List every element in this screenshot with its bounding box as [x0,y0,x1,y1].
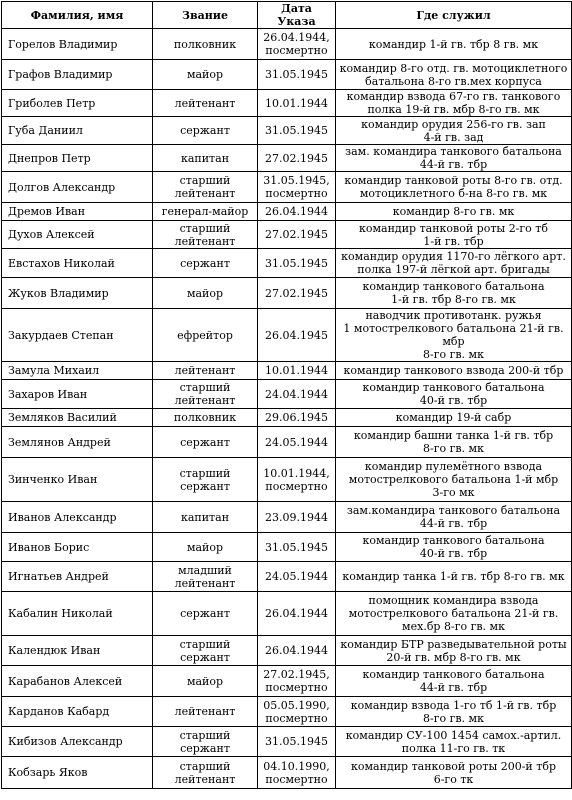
cell-rank [153,533,258,562]
cell-date [258,249,336,278]
cell-date-line: 27.02.1945 [265,151,328,165]
cell-rank-line: старший [179,728,231,742]
cell-name: Иванов Борис [2,533,153,562]
table-row [2,203,572,221]
cell-place [336,60,572,90]
cell-rank-line: сержант [180,607,230,620]
cell-place-line: мех.бр 8-го гв. мк [402,620,505,633]
header-place: Где служил [336,2,572,29]
table-row [2,90,572,117]
cell-place-line: командир орудия 1170-го лёгкого арт. [341,250,566,263]
cell-rank-line: сержант [180,435,230,449]
cell-name: Кабалин Николай [2,592,153,636]
cell-date-line: 27.02.1945, [263,668,330,681]
cell-place-line: наводчик противотанк. ружья [365,309,542,322]
header-row [2,2,572,29]
cell-date-line: 24.04.1944 [265,387,328,401]
cell-date [258,278,336,309]
cell-name: Захаров Иван [2,380,153,409]
cell-rank-line: лейтенант [174,364,236,377]
cell-place-line: полка 11-го гв. тк [401,741,506,755]
cell-date-line: 27.02.1945 [265,228,328,241]
cell-name: Графов Владимир [2,60,153,90]
cell-date [258,309,336,362]
cell-date [258,502,336,533]
table-row [2,502,572,533]
cell-rank-line: старший [179,174,231,187]
cell-rank [153,380,258,409]
cell-name: Кибизов Александр [2,727,153,757]
table-row [2,533,572,562]
cell-place-line: мотострелкового батальона 1-й мбр [348,473,559,486]
cell-place-line: полка 19-й гв. мбр 8-го гв. мк [367,103,540,116]
cell-date-line: 04.10.1990, [263,759,330,773]
cell-name: Закурдаев Степан [2,309,153,362]
cell-place [336,592,572,636]
cell-rank [153,117,258,145]
cell-name: Горелов Владимир [2,29,153,60]
cell-date-line: 26.04.1944, [263,31,330,44]
cell-place-line: 3-го мк [432,486,475,499]
cell-date-line: посмертно [265,772,328,786]
cell-place [336,249,572,278]
cell-name: Зинченко Иван [2,458,153,502]
cell-place-line: командир 8-го отд. гв. мотоциклетного [339,61,568,75]
cell-rank [153,592,258,636]
table-row [2,278,572,309]
cell-date-line: посмертно [265,479,328,493]
cell-place-line: командир 1-й гв. тбр 8 гв. мк [368,37,539,51]
cell-date [258,203,336,221]
cell-place-line: зам. командира танкового батальона [345,145,562,158]
cell-date-line: 10.01.1944 [265,96,328,110]
cell-rank [153,636,258,666]
cell-rank-line: сержант [180,650,230,664]
cell-rank [153,309,258,362]
cell-date [258,380,336,409]
cell-name: Евстахов Николай [2,249,153,278]
cell-rank [153,666,258,697]
cell-rank-line: младший [178,563,232,577]
cell-place-line: мотострелкового батальона 21-й гв. [348,607,559,620]
cell-rank-line: сержант [180,256,230,270]
cell-rank [153,249,258,278]
cell-date-line: 26.04.1944 [265,644,328,657]
cell-rank-line: старший [179,381,231,394]
table-row [2,380,572,409]
cell-place [336,409,572,427]
cell-place [336,502,572,533]
cell-place-line: 4-й гв. зад [423,130,484,144]
cell-date-line: 27.02.1945 [265,286,328,300]
table-row [2,458,572,502]
cell-date [258,636,336,666]
cell-date [258,757,336,789]
cell-rank-line: майор [186,674,224,688]
cell-place [336,145,572,172]
cell-place [336,309,572,362]
cell-place-line: 8-го гв. мк [423,711,484,725]
cell-date-line: 31.05.1945 [265,256,328,270]
cell-date-line: 26.04.1944 [265,205,328,218]
cell-date [258,29,336,60]
cell-place-line: 6-го тк [433,772,474,786]
cell-rank [153,502,258,533]
cell-rank-line: майор [186,286,224,300]
cell-place-line: командир танкового взвода 200-й тбр [343,364,564,377]
cell-place-line: командир БТР разведывательной роты [340,637,567,651]
header-date: Дата Указа [258,2,336,29]
cell-place-line: 1-й гв. тбр 8-го гв. мк [391,293,516,306]
cell-place-line: помощник командира взвода [368,594,539,607]
cell-place-line: 8-го гв. мк [423,348,484,361]
cell-name: Карданов Кабард [2,697,153,727]
cell-rank [153,145,258,172]
cell-date [258,697,336,727]
table-row [2,221,572,249]
cell-place [336,278,572,309]
cell-place-line: командир танкового батальона [362,668,545,681]
cell-date [258,409,336,427]
cell-name: Дремов Иван [2,203,153,221]
cell-rank-line: лейтенант [174,705,236,718]
cell-date [258,533,336,562]
cell-rank-line: старший [179,221,231,235]
cell-place [336,427,572,458]
cell-date [258,172,336,203]
cell-place [336,362,572,380]
cell-place [336,666,572,697]
cell-rank-line: ефрейтор [177,328,233,342]
table-row [2,60,572,90]
cell-name: Долгов Александр [2,172,153,203]
cell-rank [153,60,258,90]
cell-name: Замула Михаил [2,362,153,380]
cell-name: Гриболев Петр [2,90,153,117]
cell-rank-line: генерал-майор [161,205,249,218]
cell-place [336,380,572,409]
cell-rank [153,90,258,117]
cell-name: Календюк Иван [2,636,153,666]
cell-date-line: 10.01.1944, [263,466,330,480]
cell-rank-line: майор [186,68,224,81]
cell-place-line: командир танкового батальона [362,381,545,394]
cell-date-line: 31.05.1945 [265,540,328,554]
cell-date-line: посмертно [265,44,328,57]
table-row [2,309,572,362]
table-row [2,757,572,789]
cell-place-line: командир танка 1-й гв. тбр 8-го гв. мк [342,570,565,583]
table-row [2,409,572,427]
cell-date-line: посмертно [265,187,328,200]
table-row [2,117,572,145]
cell-place-line: командир танковой роты 8-го гв. отд. [344,174,563,187]
table-row [2,362,572,380]
table-row [2,29,572,60]
table-row [2,592,572,636]
cell-date [258,221,336,249]
cell-rank [153,203,258,221]
cell-name: Игнатьев Андрей [2,562,153,592]
cell-rank [153,362,258,380]
cell-date-line: 26.04.1944 [265,607,328,620]
cell-place-line: зам.командира танкового батальона [346,504,561,517]
cell-date-line: 26.04.1945 [265,328,328,342]
cell-place [336,90,572,117]
cell-date-line: 31.05.1945 [265,124,328,137]
cell-rank [153,727,258,757]
cell-rank [153,562,258,592]
cell-place [336,533,572,562]
cell-date [258,145,336,172]
header-rank: Звание [153,2,258,29]
cell-rank [153,757,258,789]
cell-place [336,636,572,666]
table-row [2,172,572,203]
table-row [2,697,572,727]
cell-rank [153,409,258,427]
cell-place-line: 40-й гв. тбр [419,547,488,560]
cell-rank [153,278,258,309]
cell-rank-line: полковник [173,411,237,424]
cell-place-line: 1-й гв. тбр [423,234,484,248]
cell-place-line: командир танкового батальона [362,280,545,293]
cell-place-line: командир пулемётного взвода [364,460,543,473]
cell-place-line: полка 197-й лёгкой арт. бригады [357,263,550,276]
cell-rank-line: лейтенант [174,576,236,590]
cell-place-line: 44-й гв. тбр [419,158,488,171]
table-row [2,666,572,697]
awardees-table [1,1,572,789]
cell-rank-line: сержант [180,741,230,755]
table-row [2,145,572,172]
cell-rank [153,458,258,502]
table-row [2,562,572,592]
cell-place-line: командир взвода 1-го тб 1-й гв. тбр [350,698,557,712]
cell-place-line: 44-й гв. тбр [419,681,488,694]
cell-date [258,666,336,697]
header-name: Фамилия, имя [2,2,153,29]
cell-rank-line: капитан [180,510,230,524]
cell-name: Кобзарь Яков [2,757,153,789]
cell-rank-line: старший [179,637,231,651]
cell-name: Земляков Василий [2,409,153,427]
cell-place [336,117,572,145]
cell-rank-line: майор [186,540,224,554]
cell-place [336,458,572,502]
cell-rank-line: сержант [180,479,230,493]
cell-rank-line: лейтенант [174,187,236,200]
cell-date-line: посмертно [265,681,328,694]
cell-place-line: командир 8-го гв. мк [392,205,515,218]
table-row [2,249,572,278]
cell-date [258,60,336,90]
cell-place-line: командир СУ-100 1454 самох.-артил. [345,728,562,742]
table-row [2,727,572,757]
cell-rank [153,172,258,203]
cell-rank [153,221,258,249]
cell-place [336,562,572,592]
cell-name: Днепров Петр [2,145,153,172]
cell-date [258,592,336,636]
cell-place [336,757,572,789]
cell-place-line: командир танкового батальона [362,534,545,547]
cell-rank-line: лейтенант [174,772,236,786]
cell-rank [153,29,258,60]
cell-date-line: 24.05.1944 [265,435,328,449]
cell-rank-line: сержант [180,124,230,137]
cell-date-line: 24.05.1944 [265,570,328,583]
cell-date [258,117,336,145]
cell-date-line: 29.06.1945 [265,411,328,424]
cell-rank [153,427,258,458]
cell-date [258,458,336,502]
cell-date-line: 23.09.1944 [265,510,328,524]
cell-place-line: командир 19-й сабр [395,411,512,424]
cell-rank-line: полковник [173,37,237,51]
cell-rank-line: капитан [180,151,230,165]
cell-place-line: батальона 8-го гв.мех корпуса [365,74,542,88]
cell-date-line: 05.05.1990, [263,698,330,712]
cell-place-line: 8-го гв. мк [423,442,484,455]
table-row [2,636,572,666]
cell-name: Духов Алексей [2,221,153,249]
cell-date [258,362,336,380]
cell-place [336,697,572,727]
cell-place [336,172,572,203]
cell-date-line: 31.05.1945, [263,174,330,187]
cell-name: Жуков Владимир [2,278,153,309]
cell-date [258,427,336,458]
cell-place-line: 40-й гв. тбр [419,394,488,407]
cell-place-line: 44-й гв. тбр [419,517,488,530]
cell-name: Землянов Андрей [2,427,153,458]
cell-place-line: командир взвода 67-го гв. танкового [346,90,561,103]
cell-rank-line: лейтенант [174,234,236,248]
cell-date [258,727,336,757]
cell-place-line: командир танковой роты 200-й тбр [351,759,556,773]
cell-place-line: командир танковой роты 2-го тб [358,221,548,235]
cell-place-line: мотоциклетного б-на 8-го гв. мк [359,187,548,200]
cell-place-line: командир орудия 256-го гв. зап [361,117,546,131]
cell-date-line: 31.05.1945 [265,735,328,748]
cell-place [336,29,572,60]
cell-date [258,562,336,592]
cell-rank [153,697,258,727]
cell-rank-line: лейтенант [174,394,236,407]
cell-date-line: 10.01.1944 [265,364,328,377]
cell-place-line: 20-й гв. мбр 8-го гв. мк [386,650,521,664]
cell-place [336,203,572,221]
cell-date-line: посмертно [265,711,328,725]
cell-place-line: командир башни танка 1-й гв. тбр [353,429,554,442]
table-row [2,427,572,458]
cell-place [336,727,572,757]
cell-rank-line: старший [179,759,231,773]
cell-date-line: 31.05.1945 [265,68,328,81]
cell-date [258,90,336,117]
cell-place-line: 1 мотострелкового батальона 21-й гв. мбр [343,322,564,348]
cell-name: Карабанов Алексей [2,666,153,697]
cell-name: Губа Даниил [2,117,153,145]
cell-rank-line: старший [179,466,231,480]
cell-rank-line: лейтенант [174,96,236,110]
cell-name: Иванов Александр [2,502,153,533]
cell-place [336,221,572,249]
